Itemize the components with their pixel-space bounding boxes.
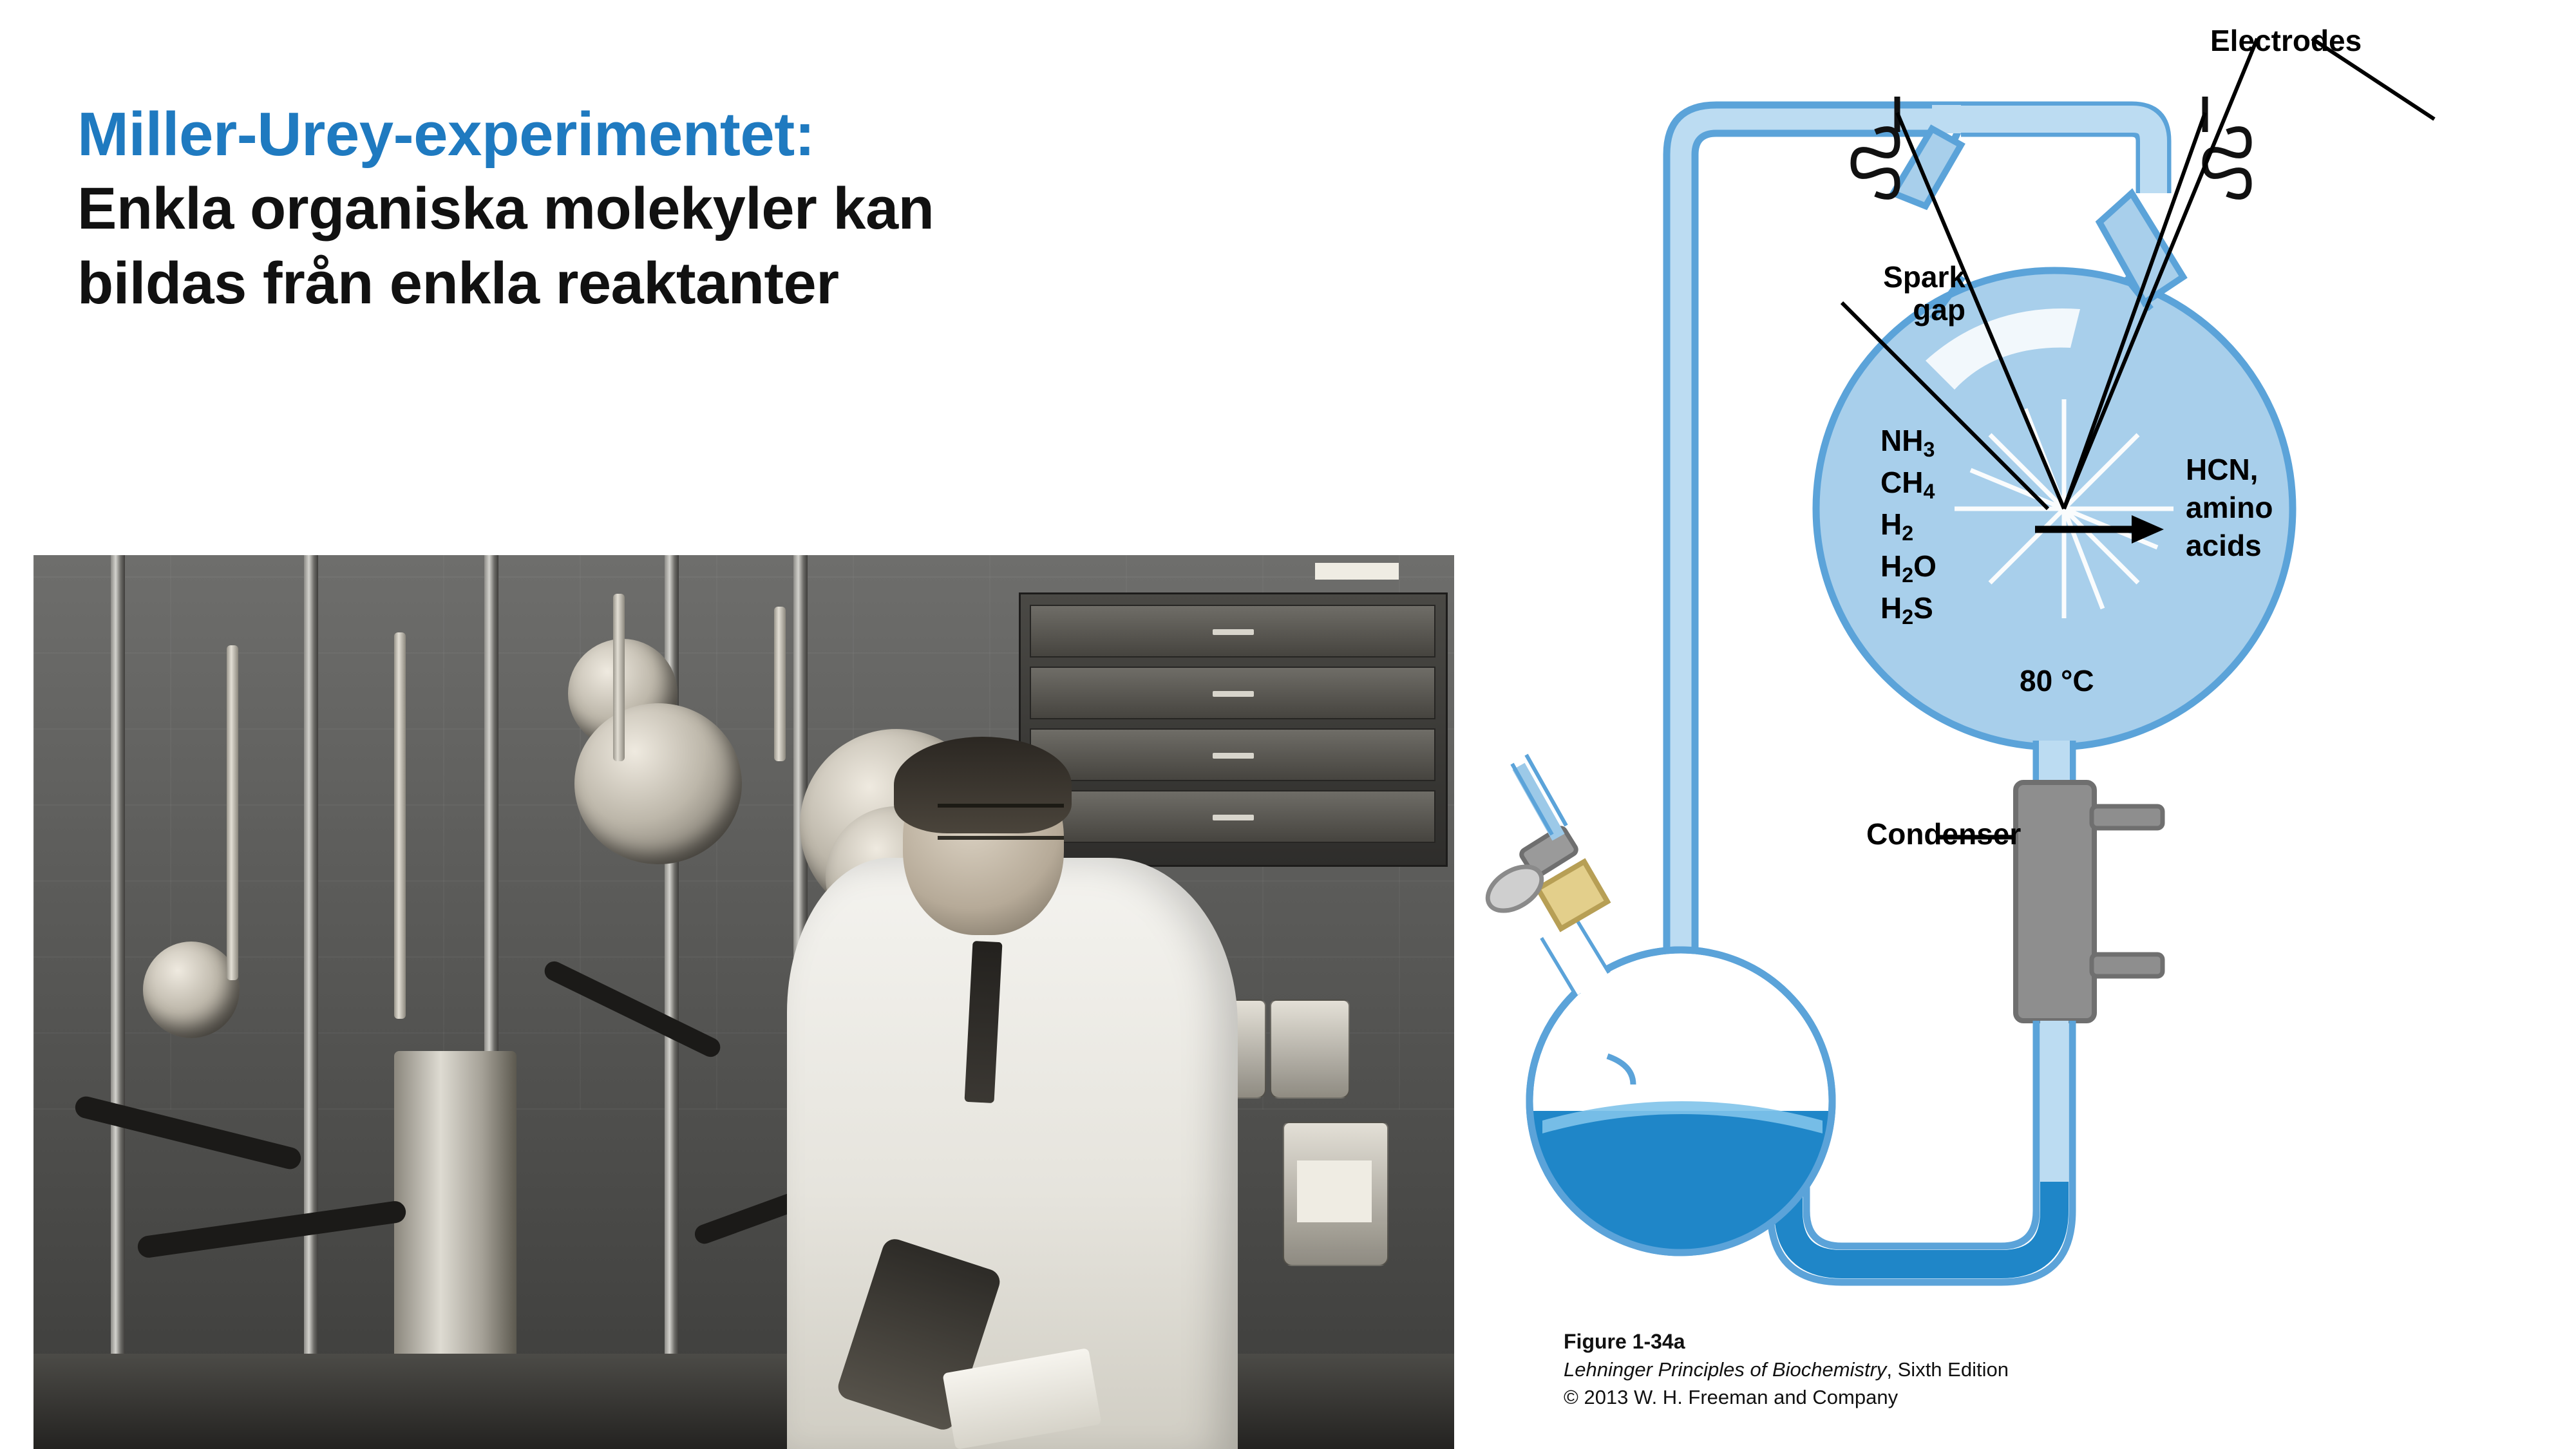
- product-line-3: acids: [2186, 528, 2262, 562]
- photo-glass-flask: [574, 703, 742, 864]
- photo-drawer: [1030, 667, 1435, 719]
- reactant-nh3: $NH_3$: [1880, 424, 1935, 462]
- reactant-ch4: $CH_4$: [1880, 465, 1935, 503]
- caption-figure-number: Figure 1-34a: [1564, 1330, 1685, 1353]
- condenser-port-top: [2092, 806, 2163, 828]
- inlet-tube-edge-a: [1512, 764, 1552, 835]
- photo-jar-label: [1297, 1160, 1372, 1222]
- photo-gas-cylinder: [394, 1051, 516, 1399]
- caption-book-edition: , Sixth Edition: [1886, 1358, 2009, 1381]
- photo-drawer: [1030, 790, 1435, 843]
- tube-top-edge-inner: [1961, 133, 2139, 193]
- label-temperature: 80 °C: [2020, 664, 2094, 697]
- photo-glass-tube: [227, 645, 238, 980]
- reactant-h2o: $H_2O$: [1880, 549, 1937, 587]
- title-block: [77, 97, 1301, 321]
- reactant-h2: $H_2$: [1880, 507, 1914, 545]
- label-spark-gap: [1850, 261, 1965, 326]
- label-spark-gap-line1: Spark: [1883, 260, 1965, 294]
- photo-glass-flask: [143, 942, 240, 1038]
- photo-drawer: [1030, 728, 1435, 781]
- photo-scientist-glasses: [938, 804, 1064, 840]
- product-line-2: amino: [2186, 490, 2273, 524]
- page-title: Miller-Urey-experimentet:: [77, 100, 815, 169]
- photo-drawer: [1030, 605, 1435, 658]
- condenser-port-bottom: [2092, 954, 2163, 976]
- photo-stand-rod: [111, 555, 125, 1449]
- product-line-1: HCN,: [2186, 453, 2259, 486]
- figure-caption: [1564, 1330, 2401, 1409]
- photo-shelf-label: [1315, 563, 1399, 580]
- label-electrodes: Electrodes: [2210, 24, 2362, 57]
- label-reactants: [1880, 422, 1937, 630]
- label-spark-gap-line2: gap: [1913, 292, 1965, 327]
- photo-bench: [33, 1354, 1454, 1449]
- photo-glass-tube: [774, 607, 786, 761]
- photo-glass-tube: [394, 632, 406, 1019]
- electrode-neck-left: [1893, 129, 1961, 206]
- photo-reagent-jar: [1270, 999, 1350, 1099]
- caption-copyright: © 2013 W. H. Freeman and Company: [1564, 1386, 1899, 1408]
- reactant-h2s: $H_2S$: [1880, 591, 1933, 629]
- miller-urey-apparatus-diagram: [1481, 0, 2576, 1449]
- label-products: [2186, 451, 2273, 565]
- photo-stand-rod: [304, 555, 318, 1449]
- condenser-body: [2016, 782, 2094, 1021]
- laboratory-photograph: [33, 555, 1454, 1449]
- photo-drawer-cabinet: [1019, 592, 1448, 867]
- label-condenser: Condenser: [1866, 817, 2022, 851]
- subtitle-line-1: Enkla organiska molekyler kan: [77, 176, 934, 242]
- photo-glass-tube: [613, 594, 625, 761]
- trap-edge-inner: [1806, 1021, 2036, 1246]
- caption-book-title: Lehninger Principles of Biochemistry: [1564, 1358, 1887, 1381]
- tube-top-fill: [1961, 119, 2154, 193]
- trap-condensate: [1788, 1182, 2054, 1264]
- caption-source: [1564, 1358, 2401, 1381]
- subtitle-line-2: bildas från enkla reaktanter: [77, 251, 839, 317]
